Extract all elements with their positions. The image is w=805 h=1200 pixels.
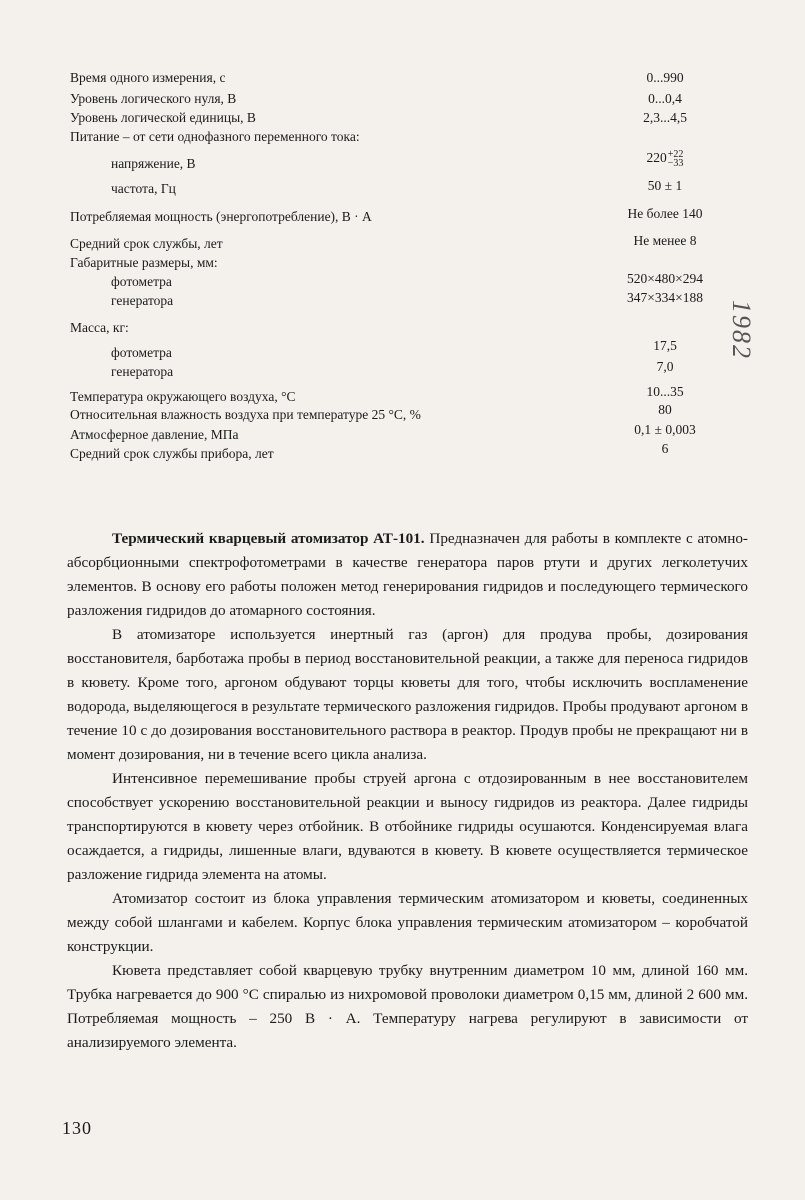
spec-value: 0...990	[646, 70, 684, 85]
spec-label: Масса, кг:	[70, 320, 129, 335]
spec-label: Уровень логического нуля, В	[70, 91, 237, 106]
spec-value: 6	[661, 441, 669, 456]
spec-value: 520×480×294	[627, 271, 703, 286]
spec-label: Средний срок службы, лет	[70, 236, 223, 251]
spec-label: Средний срок службы прибора, лет	[70, 446, 274, 461]
spec-value: 347×334×188	[627, 290, 703, 305]
spec-label: фотометра	[111, 274, 172, 289]
spec-label: Потребляемая мощность (энергопотребление), В · А	[70, 209, 372, 224]
spec-label: частота, Гц	[111, 181, 176, 196]
spec-value: 7,0	[656, 359, 674, 374]
spec-label: напряжение, В	[111, 156, 196, 171]
voltage-lower-tolerance: −33	[667, 158, 684, 169]
spec-value: 80	[658, 402, 672, 417]
spec-value: Не менее 8	[633, 233, 697, 248]
article-body	[67, 527, 748, 1055]
spec-label: генератора	[111, 364, 174, 379]
margin-year-note: 1982	[727, 300, 756, 360]
voltage-upper-tolerance: +22	[667, 149, 684, 160]
spec-value	[610, 150, 720, 168]
spec-label: Габаритные размеры, мм:	[70, 255, 218, 270]
spec-label: Время одного измерения, с	[70, 70, 226, 85]
spec-label: Относительная влажность воздуха при температуре 25 °С, %	[70, 407, 421, 422]
page-number: 130	[62, 1118, 92, 1138]
paragraph: Интенсивное перемешивание пробы струей аргона с отдозированным в нее восстановителем способствует ускорению восстановительной реакции и выносу гидридов из реактора. Далее гидриды транспортируются в кювету через отбойник. В отбойнике гидриды осушаются. Конденсируемая влага осаждается, а гидриды, лишенные влаги, вдуваются в кювету. В кювете осуществляется термическое разложение гидрида элемента на атомы.	[67, 770, 748, 883]
voltage-nominal: 220	[646, 150, 667, 166]
article-heading: Термический кварцевый атомизатор АТ-101.	[112, 530, 425, 547]
paragraph	[67, 527, 748, 623]
paragraph-text: Предназначен для работы в комплекте с атомно-абсорбционными спектрофотометрами в качестве генератора паров ртути и других легколетучих элементов. В основу его работы положен метод генерирования гидридов и последующего термического разложения гидридов до атомарного состояния.	[67, 530, 748, 619]
paragraph: Атомизатор состоит из блока управления термическим атомизатором и кюветы, соединенных между собой шлангами и кабелем. Корпус блока управления термическим атомизатором – коробчатой конструкции.	[67, 890, 748, 955]
spec-value: 2,3...4,5	[643, 110, 687, 125]
spec-value: 10...35	[646, 384, 684, 399]
spec-value: Не более 140	[627, 206, 703, 221]
paragraph: Кювета представляет собой кварцевую трубку внутренним диаметром 10 мм, длиной 160 мм. Трубка нагревается до 900 °С спиралью из нихромовой проволоки диаметром 0,15 мм, длиной 2 600 мм. Потребляемая мощность – 250 В · А. Температуру нагрева регулируют в зависимости от анализируемого элемента.	[67, 962, 748, 1051]
spec-value: 17,5	[653, 338, 677, 353]
spec-value: 0...0,4	[648, 91, 682, 106]
spec-label: генератора	[111, 293, 174, 308]
spec-label: Уровень логической единицы, В	[70, 110, 256, 125]
spec-value: 50 ± 1	[647, 178, 683, 193]
spec-label: Атмосферное давление, МПа	[70, 427, 239, 442]
spec-label: Питание – от сети однофазного переменного тока:	[70, 129, 360, 144]
spec-label: Температура окружающего воздуха, °С	[70, 389, 296, 404]
paragraph: В атомизаторе используется инертный газ (аргон) для продува пробы, дозирования восстановителя, барботажа пробы в период восстановительной реакции, а также для переноса гидридов в кювету. Кроме того, аргоном обдувают торцы кюветы для того, чтобы исключить воспламенение водорода, выделяющегося в результате термического разложения гидридов. Пробы продувают аргоном в течение 10 с до дозирования восстановительного раствора в реактор. Продув пробы не прекращают ни в момент дозирования, ни в течение всего цикла анализа.	[67, 626, 748, 763]
spec-label: фотометра	[111, 345, 172, 360]
spec-value: 0,1 ± 0,003	[634, 422, 696, 437]
